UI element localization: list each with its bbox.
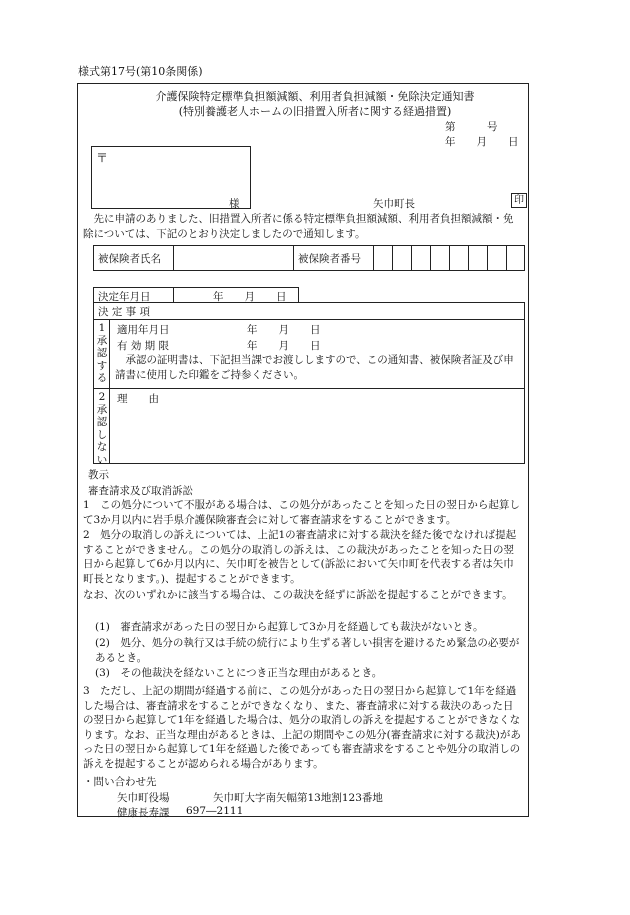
appeal-heading: 審査請求及び取消訴訟 — [88, 485, 193, 497]
valid-until-label: 有 効 期 限 — [117, 340, 170, 352]
apply-date-value: 年 月 日 — [247, 324, 321, 336]
department-name: 健康長寿課 — [117, 807, 170, 819]
phone-number: 697―2111 — [186, 805, 244, 817]
reject-label: 2承認しない — [96, 391, 108, 466]
instruction-item-3: 3 ただし、上記の期間が経過する前に、この処分があった日の翌日から起算して1年を経過した場合は、審査請求をすることができなくなり、また、審査請求に対する裁決のあった日の翌日から起算して1年を経過した場合は、処分の取消しの訴えを提起することができなくなります。なお、正当な理由があるときは、上記の期間やこの処分(審査請求に対する裁決)があった日の翌日から起算して1年を経過した後であっても審査請求をすることや処分の取消しの訴えを提起することが認められる場合があります。 — [83, 685, 521, 770]
table-divider — [109, 319, 110, 464]
instruction-item-2-note: なお、次のいずれかに該当する場合は、この裁決を経ずに訴訟を提起することができます。 — [83, 589, 513, 601]
document-number: 第 号 — [445, 121, 498, 133]
decision-items-label: 決 定 事 項 — [98, 306, 151, 318]
decision-date-value: 年 月 日 — [213, 291, 287, 303]
address-box — [91, 146, 251, 209]
digit-divider — [487, 245, 488, 271]
digit-divider — [449, 245, 450, 271]
digit-divider — [411, 245, 412, 271]
issuer-name: 矢巾町長 — [373, 198, 415, 210]
form-number-label: 様式第17号(第10条関係) — [78, 65, 203, 78]
insured-name-field[interactable] — [174, 245, 294, 271]
approve-note: 承認の証明書は、下記担当課でお渡ししますので、この通知書、被保険者証及び申請書に使用した印鑑をご持参ください。 — [115, 354, 514, 381]
document-title: 介護保険特定標準負担額減額、利用者負担減額・免除決定通知書 — [155, 90, 475, 103]
instruction-item-2: 2 処分の取消しの訴えについては、上記1の審査請求に対する裁決を経た後でなければ提起することができません。この処分の取消しの訴えは、この裁決があったことを知った日の翌日から起算して6か月以内に、矢巾町を被告として(訴訟において矢巾町を代表する者は矢巾町長となります。)、提起することができます。 — [83, 529, 517, 585]
digit-divider — [392, 245, 393, 271]
decision-date-label: 決定年月日 — [98, 291, 151, 303]
insured-name-label: 被保険者氏名 — [98, 253, 161, 265]
intro-text: 先に申請のありました、旧措置入所者に係る特定標準負担額減額、利用者負担額減額・免除については、下記のとおり決定しましたので通知します。 — [83, 213, 514, 240]
office-name: 矢巾町役場 — [117, 792, 170, 804]
apply-date-label: 適用年月日 — [117, 324, 170, 336]
notice-heading: 教示 — [88, 469, 109, 481]
digit-divider — [468, 245, 469, 271]
table-divider — [93, 319, 525, 320]
contact-heading: ・問い合わせ先 — [83, 776, 157, 788]
instruction-item-1: 1 この処分について不服がある場合は、この処分があったことを知った日の翌日から起算して3か月以内に岩手県介護保険審査会に対して審査請求をすることができます。 — [83, 499, 520, 526]
postal-mark: 〒 — [96, 151, 109, 165]
document-subtitle: (特別養護老人ホームの旧措置入所者に関する経過措置) — [178, 105, 452, 118]
seal-mark: 印 — [511, 193, 527, 208]
reason-label: 理 由 — [117, 393, 159, 405]
honorific: 様 — [229, 198, 240, 210]
approve-label: 1承認する — [96, 322, 108, 385]
insured-number-label: 被保険者番号 — [298, 253, 361, 265]
valid-until-value: 年 月 日 — [247, 340, 321, 352]
table-divider — [93, 388, 525, 389]
office-address: 矢巾町大字南矢幅第13地割123番地 — [213, 792, 383, 804]
digit-divider — [506, 245, 507, 271]
condition-2: (2) 処分、処分の執行又は手続の続行により生ずる著しい損害を避けるため緊急の必要があるとき。 — [95, 637, 520, 664]
document-date: 年 月 日 — [445, 136, 519, 148]
digit-divider — [430, 245, 431, 271]
condition-1: (1) 審査請求があった日の翌日から起算して3か月を経過しても裁決がないとき。 — [95, 621, 484, 633]
condition-3: (3) その他裁決を経ないことにつき正当な理由があるとき。 — [95, 667, 383, 679]
